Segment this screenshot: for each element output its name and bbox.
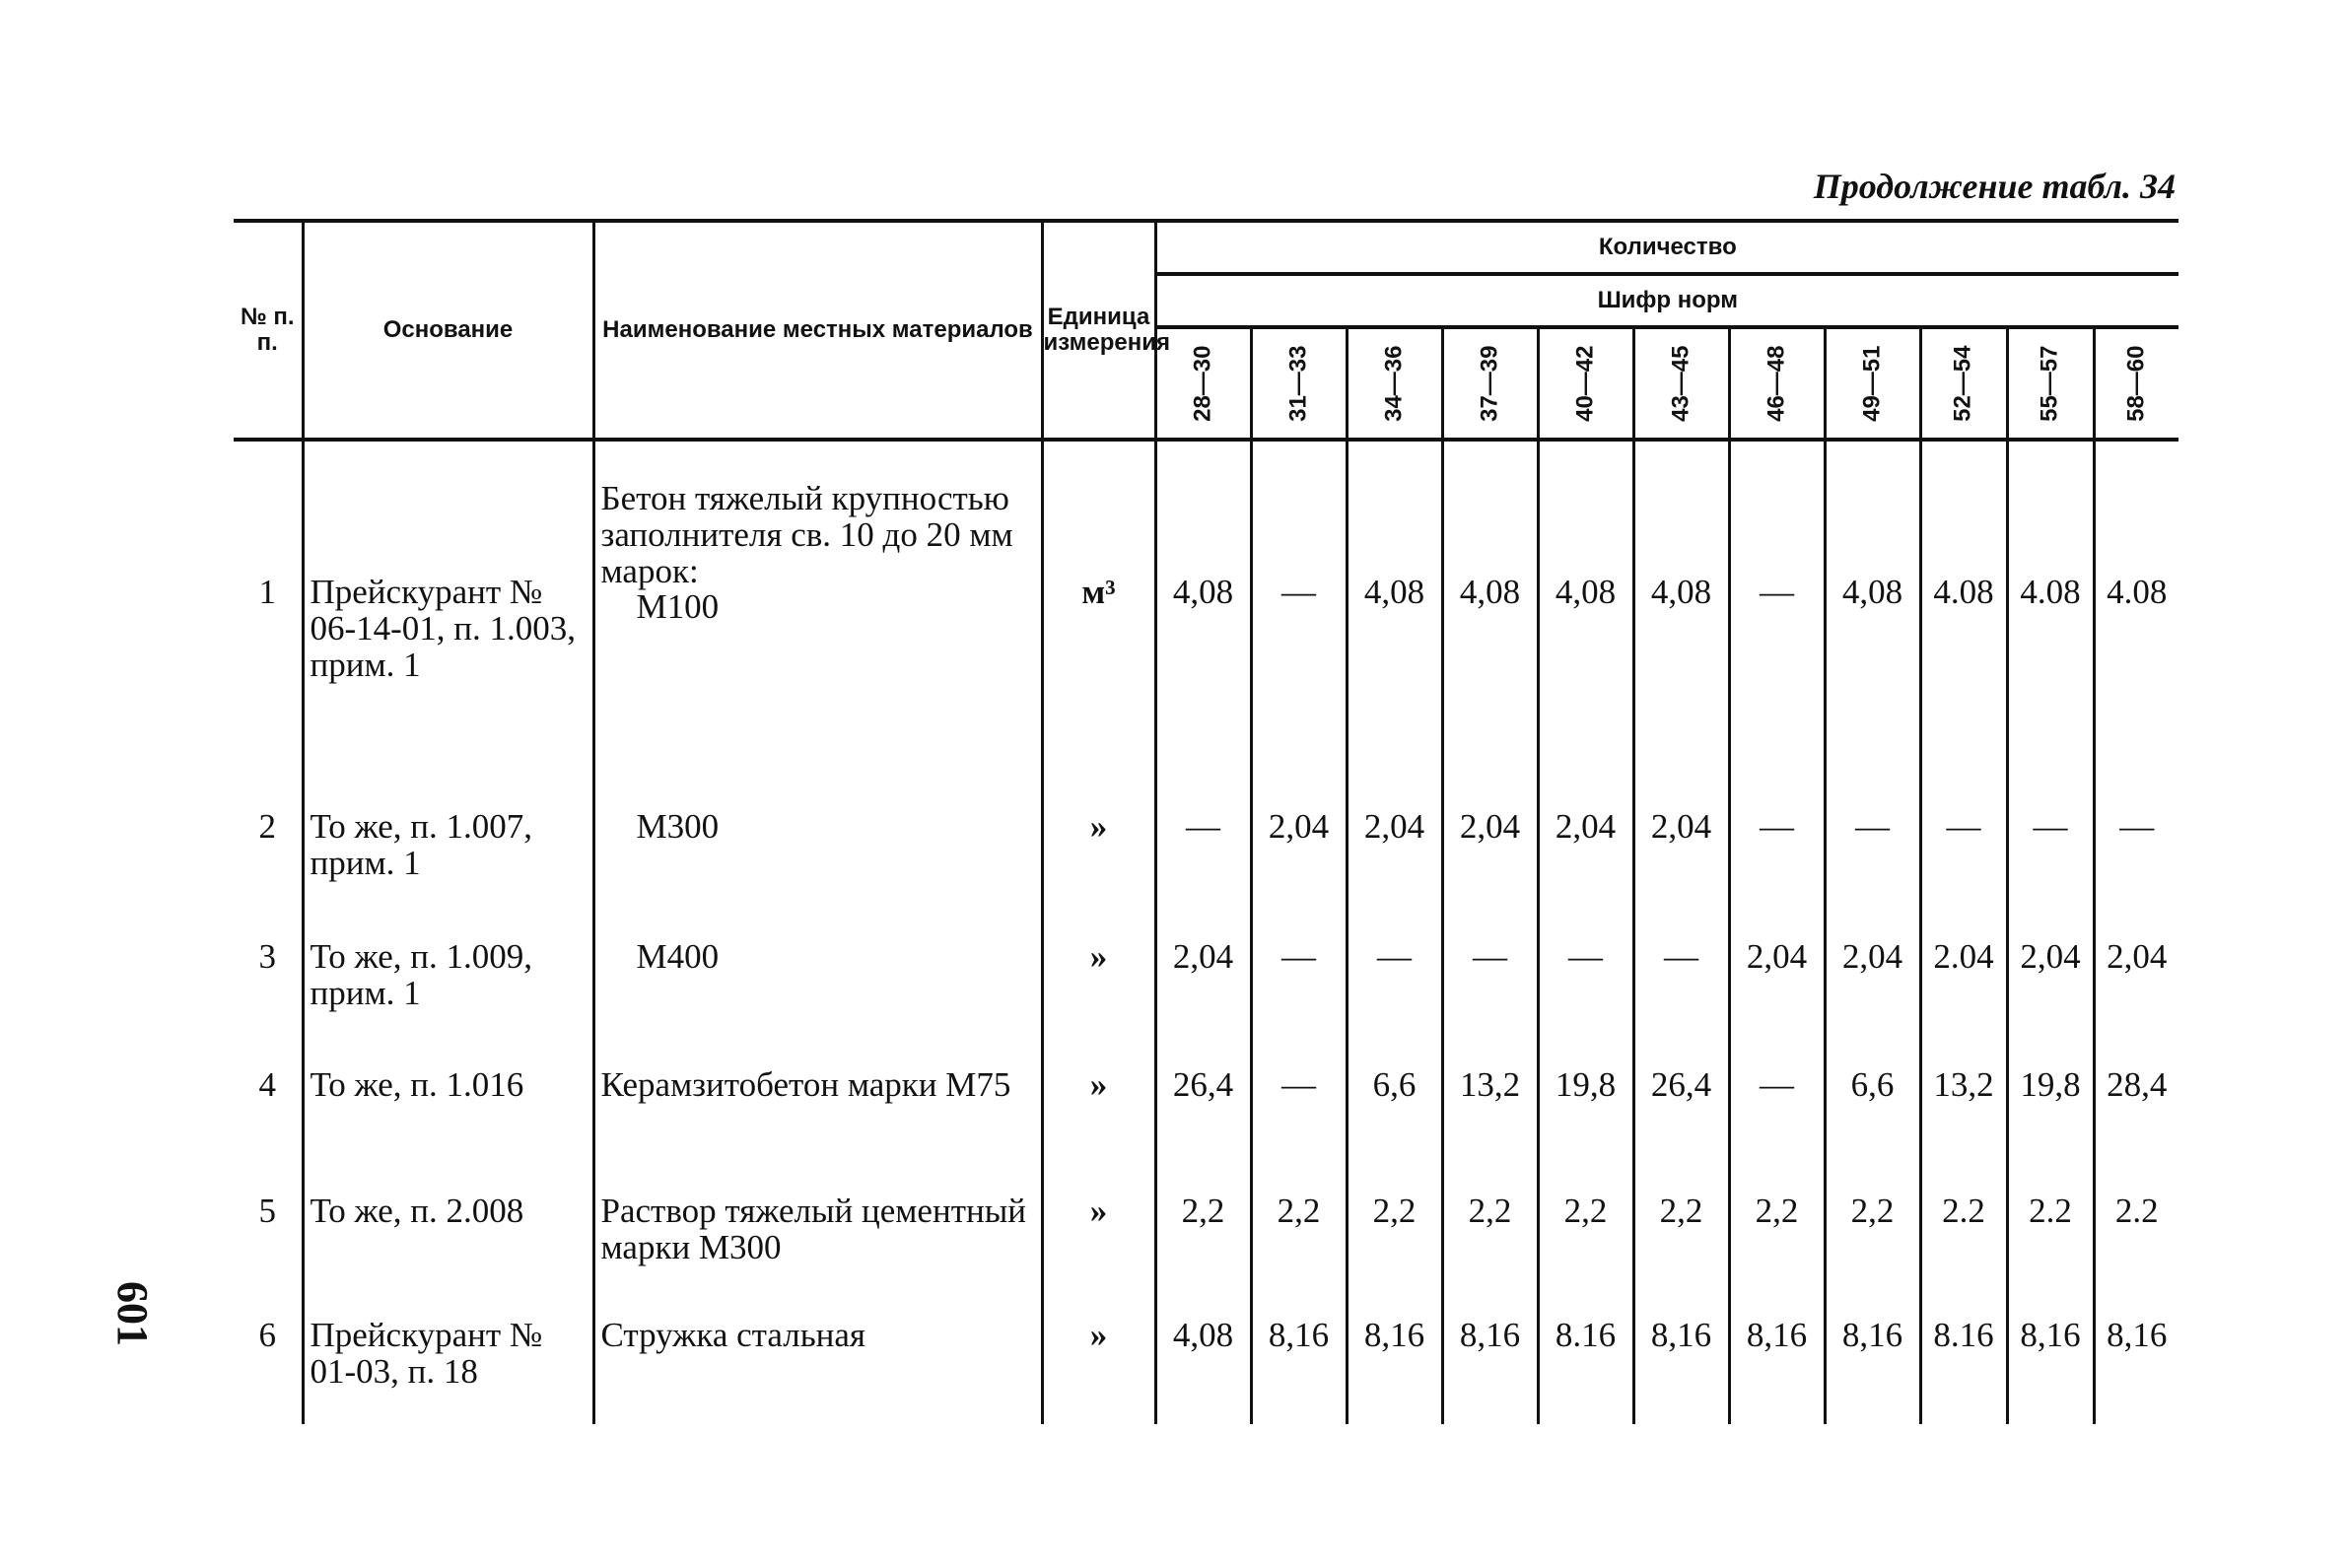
row-material [593,1306,1042,1424]
row-number: 4 [234,1056,303,1182]
material-name: М300 [636,807,720,846]
row-basis: То же, п. 1.007, прим. 1 [303,799,593,927]
value-cell: 2,2 [1347,1182,1442,1306]
value-cell: 2.2 [2007,1182,2094,1306]
value-cell: — [1920,799,2007,927]
table-row [234,927,2178,1056]
row-material [593,1056,1042,1182]
material-name: М100 [636,587,720,627]
value-cell: 2,2 [1442,1182,1538,1306]
value-cell: 26,4 [1633,1056,1729,1182]
value-cell: 4,08 [1347,440,1442,799]
material-intro: Бетон тяжелый крупностью заполнителя св. 10 до 20 мм марок: [600,479,1013,590]
value-cell: — [1442,927,1538,1056]
header-code-label: 37—39 [1476,345,1503,422]
row-material [593,927,1042,1056]
header-code-label: 55—57 [2036,345,2063,422]
value-cell: 4,08 [1825,440,1920,799]
material-name: Раствор тяжелый цементный марки М300 [600,1192,1026,1266]
header-material: Наименование местных материалов [593,221,1042,440]
value-cell: 8,16 [1729,1306,1825,1424]
header-quantity: Количество [1155,221,2178,274]
value-cell: 2,2 [1729,1182,1825,1306]
header-code [2094,327,2178,440]
row-number: 6 [234,1306,303,1424]
value-cell: 2,04 [1538,799,1633,927]
value-cell: 26,4 [1155,1056,1251,1182]
header-num: № п. п. [234,221,303,440]
header-code-label: 34—36 [1380,345,1408,422]
header-shifr: Шифр норм [1155,274,2178,327]
value-cell: — [1729,799,1825,927]
value-cell: — [1347,927,1442,1056]
row-material [593,440,1042,799]
header-code [1538,327,1633,440]
table-row [234,1306,2178,1424]
row-basis: Прейскурант № 01-03, п. 18 [303,1306,593,1424]
value-cell: 8.16 [1538,1306,1633,1424]
value-cell: 4,08 [1633,440,1729,799]
row-basis: Прейскурант № 06-14-01, п. 1.003, прим. 1 [303,440,593,799]
value-cell: 8,16 [2094,1306,2178,1424]
header-code [1729,327,1825,440]
value-cell: 2,04 [2094,927,2178,1056]
value-cell: 28,4 [2094,1056,2178,1182]
row-unit: » [1042,1306,1155,1424]
value-cell: — [1729,440,1825,799]
row-material [593,1182,1042,1306]
value-cell: 2.04 [1920,927,2007,1056]
value-cell: 6,6 [1825,1056,1920,1182]
value-cell: — [1729,1056,1825,1182]
header-basis: Основание [303,221,593,440]
header-code [1251,327,1347,440]
value-cell: 19,8 [1538,1056,1633,1182]
table-row [234,1056,2178,1182]
value-cell: 2,04 [2007,927,2094,1056]
header-unit: Единица измерения [1042,221,1155,440]
value-cell: 4,08 [1155,1306,1251,1424]
header-code [1633,327,1729,440]
row-unit: м³ [1042,440,1155,799]
value-cell: — [2094,799,2178,927]
header-code [1825,327,1920,440]
value-cell: 2,04 [1729,927,1825,1056]
header-code-label: 52—54 [1949,345,1976,422]
row-number: 3 [234,927,303,1056]
header-code [1920,327,2007,440]
value-cell: — [1825,799,1920,927]
value-cell: 8,16 [1825,1306,1920,1424]
material-name: М400 [636,937,720,976]
header-code-label: 28—30 [1189,345,1216,422]
value-cell: 2,04 [1251,799,1347,927]
material-name: Стружка стальная [600,1316,866,1354]
header-code-label: 49—51 [1858,345,1886,422]
materials-table [234,219,2178,1424]
value-cell: 2.2 [1920,1182,2007,1306]
header-code [2007,327,2094,440]
row-number: 1 [234,440,303,799]
row-unit: » [1042,1056,1155,1182]
row-basis: То же, п. 1.016 [303,1056,593,1182]
value-cell: — [1155,799,1251,927]
value-cell: — [1251,1056,1347,1182]
value-cell: 19,8 [2007,1056,2094,1182]
value-cell: 6,6 [1347,1056,1442,1182]
row-number: 5 [234,1182,303,1306]
value-cell: 8,16 [1251,1306,1347,1424]
value-cell: 13,2 [1442,1056,1538,1182]
value-cell: 2,04 [1347,799,1442,927]
header-code [1347,327,1442,440]
row-unit: » [1042,927,1155,1056]
value-cell: 8,16 [1442,1306,1538,1424]
value-cell: 8,16 [1347,1306,1442,1424]
row-basis: То же, п. 2.008 [303,1182,593,1306]
value-cell: 8.16 [1920,1306,2007,1424]
value-cell: 8,16 [2007,1306,2094,1424]
value-cell: 4,08 [1538,440,1633,799]
row-unit: » [1042,1182,1155,1306]
value-cell: 4.08 [2007,440,2094,799]
table-caption: Продолжение табл. 34 [1813,167,2176,206]
value-cell: 8,16 [1633,1306,1729,1424]
value-cell: 2,2 [1251,1182,1347,1306]
table-row [234,1182,2178,1306]
header-code-label: 43—45 [1667,345,1694,422]
table-row [234,799,2178,927]
value-cell: 2,2 [1633,1182,1729,1306]
material-name: Керамзитобетон марки М75 [600,1065,1011,1104]
row-material [593,799,1042,927]
value-cell: 2,2 [1155,1182,1251,1306]
value-cell: 2,04 [1155,927,1251,1056]
table-row [234,440,2178,799]
value-cell: — [2007,799,2094,927]
value-cell: 4.08 [2094,440,2178,799]
page-number: 601 [108,1281,157,1346]
value-cell: 2,04 [1825,927,1920,1056]
header-code [1442,327,1538,440]
header-code-label: 31—33 [1284,345,1312,422]
row-unit: » [1042,799,1155,927]
row-basis: То же, п. 1.009, прим. 1 [303,927,593,1056]
value-cell: 2,04 [1633,799,1729,927]
value-cell: 2,2 [1825,1182,1920,1306]
value-cell: 2,2 [1538,1182,1633,1306]
value-cell: — [1251,440,1347,799]
row-number: 2 [234,799,303,927]
header-code-label: 58—60 [2122,345,2150,422]
value-cell: 4,08 [1155,440,1251,799]
value-cell: 2.2 [2094,1182,2178,1306]
value-cell: 4.08 [1920,440,2007,799]
header-code-label: 46—48 [1763,345,1790,422]
header-code-label: 40—42 [1571,345,1599,422]
value-cell: 2,04 [1442,799,1538,927]
value-cell: — [1251,927,1347,1056]
value-cell: — [1538,927,1633,1056]
value-cell: 13,2 [1920,1056,2007,1182]
value-cell: — [1633,927,1729,1056]
value-cell: 4,08 [1442,440,1538,799]
